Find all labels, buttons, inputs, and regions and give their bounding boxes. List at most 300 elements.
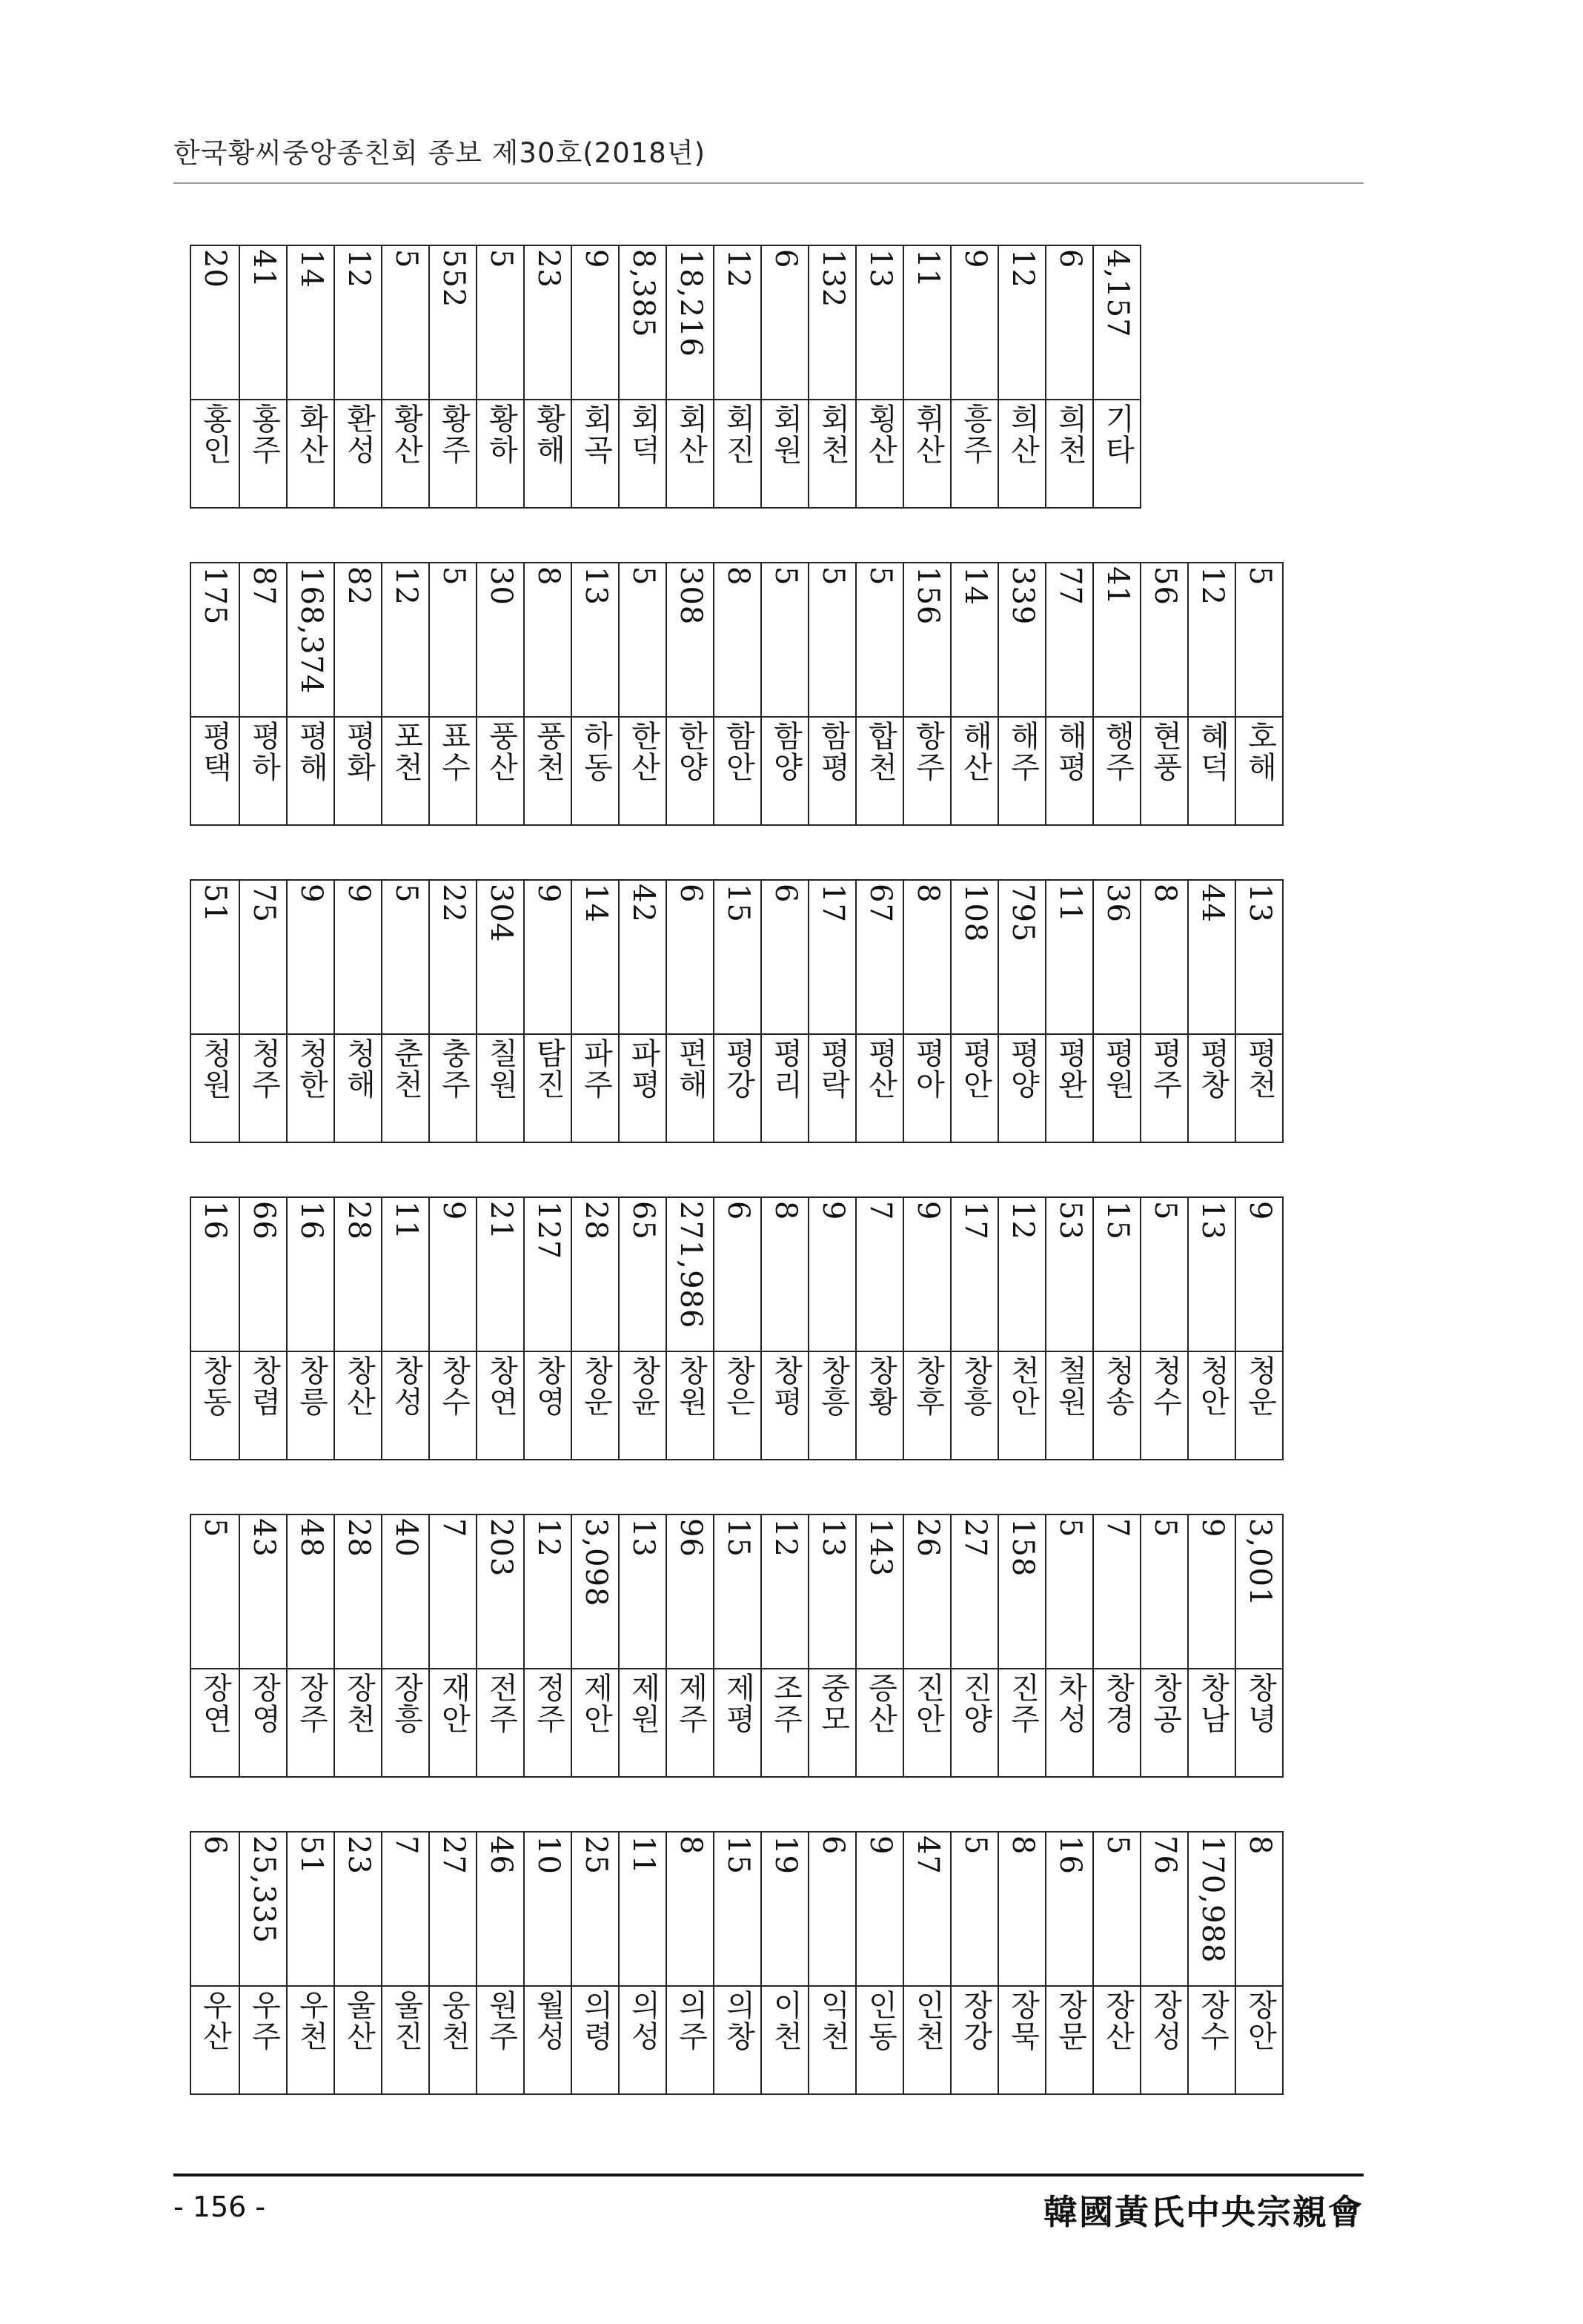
member-count: 9	[531, 884, 565, 904]
clan-origin-name: 장주	[294, 1672, 328, 1735]
clan-origin-name: 평락	[816, 1038, 850, 1100]
clan-origin-name: 정주	[531, 1672, 565, 1735]
clan-origin-name: 우천	[294, 1990, 328, 2052]
member-count: 9	[342, 884, 376, 904]
table-row	[1235, 1198, 1282, 1459]
table-row	[476, 1515, 523, 1776]
clan-origin-name: 창동	[198, 1355, 232, 1417]
member-count: 6	[769, 884, 803, 904]
clan-origin-name: 청해	[342, 1038, 376, 1100]
clan-origin-name: 이천	[769, 1990, 803, 2052]
clan-origin-name: 증산	[863, 1672, 897, 1735]
table-row	[523, 1198, 571, 1459]
member-count: 12	[721, 249, 755, 288]
member-count: 9	[294, 884, 328, 904]
member-count: 4,157	[1101, 249, 1135, 338]
table-row	[713, 563, 760, 824]
table-row	[523, 246, 571, 507]
clan-origin-name: 회곡	[579, 403, 613, 466]
clan-origin-name: 장안	[1243, 1990, 1277, 2052]
table-row	[855, 881, 903, 1142]
clan-origin-name: 항주	[911, 721, 945, 783]
table-row	[808, 1515, 855, 1776]
member-count: 3,001	[1243, 1518, 1277, 1607]
table-row	[1235, 1515, 1282, 1776]
clan-origin-name: 창원	[674, 1355, 708, 1417]
clan-origin-name: 평양	[1006, 1038, 1040, 1100]
member-count: 27	[437, 1835, 471, 1875]
table-row	[381, 563, 428, 824]
member-count: 8	[674, 1835, 708, 1855]
member-count: 12	[1195, 566, 1229, 606]
clan-origin-name: 황하	[484, 403, 518, 466]
table-row	[381, 246, 428, 507]
table-row	[1235, 881, 1282, 1142]
member-count: 5	[769, 566, 803, 586]
table-row	[1045, 1515, 1092, 1776]
table-row	[1092, 881, 1140, 1142]
member-count: 8	[531, 566, 565, 586]
table-row	[1235, 563, 1282, 824]
table-row	[333, 1833, 381, 2093]
member-count: 75	[247, 884, 281, 923]
table-row	[1187, 881, 1235, 1142]
table-row	[713, 246, 760, 507]
table-row	[760, 246, 808, 507]
member-count: 271,986	[674, 1201, 708, 1329]
clan-origin-name: 제주	[674, 1672, 708, 1735]
clan-origin-name: 평아	[911, 1038, 945, 1100]
clan-origin-name: 청한	[294, 1038, 328, 1100]
table-row	[903, 246, 950, 507]
member-count: 11	[1053, 884, 1087, 923]
member-count: 17	[958, 1201, 992, 1240]
table-row	[381, 1198, 428, 1459]
clan-origin-name: 혜덕	[1195, 721, 1229, 783]
member-count: 26	[911, 1518, 945, 1557]
table-row	[571, 246, 618, 507]
table-row	[333, 881, 381, 1142]
table-row	[286, 1198, 333, 1459]
member-count: 170,988	[1195, 1835, 1229, 1964]
member-count: 41	[247, 249, 281, 288]
clan-origin-name: 제평	[721, 1672, 755, 1735]
member-count: 5	[816, 566, 850, 586]
table-row	[950, 1198, 998, 1459]
clan-origin-name: 철원	[1053, 1355, 1087, 1417]
table-row	[998, 563, 1045, 824]
member-count: 143	[863, 1518, 897, 1578]
clan-count-table-6	[190, 1831, 1284, 2095]
table-row	[428, 246, 476, 507]
member-count: 11	[389, 1201, 423, 1240]
table-row	[998, 1198, 1045, 1459]
clan-origin-name: 청운	[1243, 1355, 1277, 1417]
clan-origin-name: 우주	[247, 1990, 281, 2052]
table-row	[191, 246, 239, 507]
member-count: 12	[389, 566, 423, 606]
member-count: 7	[437, 1518, 471, 1538]
table-row	[760, 1833, 808, 2093]
clan-count-table-5	[190, 1514, 1284, 1778]
clan-origin-name: 의주	[674, 1990, 708, 2052]
clan-origin-name: 전주	[484, 1672, 518, 1735]
member-count: 5	[1243, 566, 1277, 586]
clan-origin-name: 창성	[389, 1355, 423, 1417]
clan-origin-name: 장수	[1195, 1990, 1229, 2052]
member-count: 14	[958, 566, 992, 606]
member-count: 14	[579, 884, 613, 923]
member-count: 13	[816, 1518, 850, 1557]
table-row	[239, 1198, 286, 1459]
table-row	[428, 1833, 476, 2093]
table-row	[239, 563, 286, 824]
clan-origin-name: 한산	[626, 721, 660, 783]
member-count: 23	[531, 249, 565, 288]
clan-origin-name: 창공	[1148, 1672, 1182, 1735]
table-row	[903, 881, 950, 1142]
clan-origin-name: 월성	[531, 1990, 565, 2052]
clan-origin-name: 현풍	[1148, 721, 1182, 783]
table-row	[760, 881, 808, 1142]
member-count: 6	[816, 1835, 850, 1855]
clan-origin-name: 장흥	[389, 1672, 423, 1735]
table-row	[618, 881, 666, 1142]
member-count: 13	[579, 566, 613, 606]
clan-origin-name: 충주	[437, 1038, 471, 1100]
member-count: 27	[958, 1518, 992, 1557]
clan-origin-name: 창영	[531, 1355, 565, 1417]
member-count: 203	[484, 1518, 518, 1578]
clan-origin-name: 호해	[1243, 721, 1277, 783]
member-count: 28	[579, 1201, 613, 1240]
member-count: 42	[626, 884, 660, 923]
clan-origin-name: 평안	[958, 1038, 992, 1100]
member-count: 8,385	[626, 249, 660, 338]
table-row	[666, 1515, 713, 1776]
table-row	[855, 1198, 903, 1459]
clan-origin-name: 흥주	[958, 403, 992, 466]
clan-origin-name: 회덕	[626, 403, 660, 466]
member-count: 6	[1053, 249, 1087, 269]
member-count: 12	[1006, 1201, 1040, 1240]
table-row	[1187, 563, 1235, 824]
clan-origin-name: 제원	[626, 1672, 660, 1735]
clan-origin-name: 우산	[198, 1990, 232, 2052]
table-row	[903, 1515, 950, 1776]
clan-origin-name: 파주	[579, 1038, 613, 1100]
table-row	[191, 563, 239, 824]
clan-origin-name: 장문	[1053, 1990, 1087, 2052]
clan-origin-name: 창운	[579, 1355, 613, 1417]
member-count: 16	[198, 1201, 232, 1240]
member-count: 13	[1243, 884, 1277, 923]
clan-origin-name: 환성	[342, 403, 376, 466]
member-count: 28	[342, 1518, 376, 1557]
clan-origin-name: 창녕	[1243, 1672, 1277, 1735]
member-count: 5	[198, 1518, 232, 1538]
clan-origin-name: 휘산	[911, 403, 945, 466]
member-count: 65	[626, 1201, 660, 1240]
page-header-title: 한국황씨중앙종친회 종보 제30호(2018년)	[173, 137, 706, 169]
clan-origin-name: 의창	[721, 1990, 755, 2052]
table-row	[191, 1515, 239, 1776]
clan-origin-name: 장성	[1148, 1990, 1182, 2052]
clan-origin-name: 함평	[816, 721, 850, 783]
clan-origin-name: 조주	[769, 1672, 803, 1735]
clan-origin-name: 진주	[1006, 1672, 1040, 1735]
member-count: 23	[342, 1835, 376, 1875]
member-count: 132	[816, 249, 850, 308]
clan-origin-name: 풍산	[484, 721, 518, 783]
clan-origin-name: 진안	[911, 1672, 945, 1735]
table-row	[381, 881, 428, 1142]
clan-origin-name: 재안	[437, 1672, 471, 1735]
table-row	[950, 881, 998, 1142]
table-row	[618, 1198, 666, 1459]
clan-count-table-1	[190, 245, 1141, 509]
clan-origin-name: 장산	[1101, 1990, 1135, 2052]
member-count: 5	[484, 249, 518, 269]
table-row	[428, 563, 476, 824]
table-row	[1045, 1833, 1092, 2093]
table-row	[571, 881, 618, 1142]
member-count: 28	[342, 1201, 376, 1240]
table-row	[1140, 1515, 1187, 1776]
clan-origin-name: 평원	[1101, 1038, 1135, 1100]
table-row	[1187, 1515, 1235, 1776]
member-count: 67	[863, 884, 897, 923]
clan-origin-name: 창흥	[816, 1355, 850, 1417]
clan-origin-name: 해주	[1006, 721, 1040, 783]
table-row	[381, 1515, 428, 1776]
clan-origin-name: 함안	[721, 721, 755, 783]
table-row	[666, 246, 713, 507]
member-count: 9	[911, 1201, 945, 1221]
table-row	[666, 881, 713, 1142]
member-count: 9	[437, 1201, 471, 1221]
member-count: 18,216	[674, 249, 708, 357]
table-row	[855, 1515, 903, 1776]
table-row	[618, 1515, 666, 1776]
member-count: 10	[531, 1835, 565, 1875]
clan-count-table-3	[190, 879, 1284, 1143]
clan-origin-name: 회산	[674, 403, 708, 466]
member-count: 11	[911, 249, 945, 288]
member-count: 43	[247, 1518, 281, 1557]
table-row	[1235, 1833, 1282, 2093]
clan-origin-name: 평천	[1243, 1038, 1277, 1100]
member-count: 30	[484, 566, 518, 606]
clan-origin-name: 평산	[863, 1038, 897, 1100]
member-count: 9	[816, 1201, 850, 1221]
member-count: 5	[389, 249, 423, 269]
page-number: - 156 -	[173, 2191, 266, 2223]
member-count: 25,335	[247, 1835, 281, 1944]
table-row	[286, 1515, 333, 1776]
member-count: 8	[1148, 884, 1182, 904]
member-count: 48	[294, 1518, 328, 1557]
table-row	[523, 881, 571, 1142]
member-count: 15	[721, 884, 755, 923]
clan-origin-name: 합천	[863, 721, 897, 783]
clan-origin-name: 포천	[389, 721, 423, 783]
table-row	[1187, 1198, 1235, 1459]
table-row	[239, 1833, 286, 2093]
table-row	[286, 1833, 333, 2093]
table-row	[1092, 563, 1140, 824]
table-row	[808, 1198, 855, 1459]
member-count: 175	[198, 566, 232, 626]
clan-origin-name: 회천	[816, 403, 850, 466]
member-count: 56	[1148, 566, 1182, 606]
member-count: 36	[1101, 884, 1135, 923]
footer-divider	[173, 2174, 1364, 2176]
clan-origin-name: 장묵	[1006, 1990, 1040, 2052]
clan-origin-name: 해산	[958, 721, 992, 783]
member-count: 13	[1195, 1201, 1229, 1240]
member-count: 53	[1053, 1201, 1087, 1240]
clan-origin-name: 파평	[626, 1038, 660, 1100]
clan-origin-name: 창황	[863, 1355, 897, 1417]
clan-origin-name: 행주	[1101, 721, 1135, 783]
table-row	[428, 1515, 476, 1776]
member-count: 87	[247, 566, 281, 606]
table-row	[1140, 563, 1187, 824]
clan-origin-name: 인동	[863, 1990, 897, 2052]
clan-origin-name: 진양	[958, 1672, 992, 1735]
member-count: 552	[437, 249, 471, 308]
table-row	[1092, 1198, 1140, 1459]
table-row	[618, 246, 666, 507]
clan-origin-name: 차성	[1053, 1672, 1087, 1735]
table-row	[476, 881, 523, 1142]
member-count: 5	[1148, 1201, 1182, 1221]
member-count: 795	[1006, 884, 1040, 943]
table-row	[903, 563, 950, 824]
table-row	[428, 1198, 476, 1459]
table-row	[666, 1198, 713, 1459]
table-row	[1187, 1833, 1235, 2093]
member-count: 8	[721, 566, 755, 586]
member-count: 41	[1101, 566, 1135, 606]
member-count: 5	[1148, 1518, 1182, 1538]
clan-origin-name: 울진	[389, 1990, 423, 2052]
table-row	[713, 1198, 760, 1459]
table-row	[808, 1833, 855, 2093]
table-row	[476, 1198, 523, 1459]
member-count: 44	[1195, 884, 1229, 923]
member-count: 12	[342, 249, 376, 288]
clan-origin-name: 제안	[579, 1672, 613, 1735]
member-count: 7	[863, 1201, 897, 1221]
clan-origin-name: 울산	[342, 1990, 376, 2052]
clan-origin-name: 익천	[816, 1990, 850, 2052]
clan-origin-name: 창릉	[294, 1355, 328, 1417]
member-count: 13	[863, 249, 897, 288]
table-row	[760, 563, 808, 824]
table-row	[760, 1515, 808, 1776]
member-count: 304	[484, 884, 518, 943]
clan-origin-name: 횡산	[863, 403, 897, 466]
table-row	[191, 1198, 239, 1459]
member-count: 51	[294, 1835, 328, 1875]
member-count: 9	[1195, 1518, 1229, 1538]
member-count: 47	[911, 1835, 945, 1875]
clan-origin-name: 장천	[342, 1672, 376, 1735]
clan-origin-name: 기타	[1101, 403, 1135, 466]
clan-origin-name: 함양	[769, 721, 803, 783]
table-row	[523, 1833, 571, 2093]
clan-origin-name: 창렴	[247, 1355, 281, 1417]
table-row	[381, 1833, 428, 2093]
clan-origin-name: 회진	[721, 403, 755, 466]
member-count: 16	[294, 1201, 328, 1240]
table-row	[666, 1833, 713, 2093]
table-row	[950, 1515, 998, 1776]
member-count: 9	[1243, 1201, 1277, 1221]
member-count: 40	[389, 1518, 423, 1557]
table-row	[286, 881, 333, 1142]
table-row	[523, 1515, 571, 1776]
table-row	[760, 1198, 808, 1459]
member-count: 9	[958, 249, 992, 269]
clan-origin-name: 장영	[247, 1672, 281, 1735]
member-count: 3,098	[579, 1518, 613, 1607]
table-row	[903, 1833, 950, 2093]
member-count: 5	[863, 566, 897, 586]
clan-origin-name: 춘천	[389, 1038, 423, 1100]
clan-origin-name: 창연	[484, 1355, 518, 1417]
clan-origin-name: 창평	[769, 1355, 803, 1417]
clan-origin-name: 장강	[958, 1990, 992, 2052]
clan-origin-name: 황해	[531, 403, 565, 466]
member-count: 9	[579, 249, 613, 269]
member-count: 6	[721, 1201, 755, 1221]
member-count: 308	[674, 566, 708, 626]
clan-origin-name: 평주	[1148, 1038, 1182, 1100]
member-count: 22	[437, 884, 471, 923]
clan-origin-name: 하동	[579, 721, 613, 783]
clan-origin-name: 황산	[389, 403, 423, 466]
member-count: 19	[769, 1835, 803, 1875]
table-row	[808, 881, 855, 1142]
member-count: 14	[294, 249, 328, 288]
table-row	[239, 246, 286, 507]
table-row	[476, 246, 523, 507]
table-row	[666, 563, 713, 824]
clan-origin-name: 평택	[198, 721, 232, 783]
clan-origin-name: 원주	[484, 1990, 518, 2052]
table-row	[1092, 1833, 1140, 2093]
clan-origin-name: 해평	[1053, 721, 1087, 783]
member-count: 6	[198, 1835, 232, 1855]
clan-origin-name: 의성	[626, 1990, 660, 2052]
member-count: 8	[1243, 1835, 1277, 1855]
table-row	[1045, 563, 1092, 824]
clan-origin-name: 탐진	[531, 1038, 565, 1100]
member-count: 12	[769, 1518, 803, 1557]
member-count: 5	[437, 566, 471, 586]
member-count: 7	[1101, 1518, 1135, 1538]
table-row	[239, 1515, 286, 1776]
table-row	[855, 1833, 903, 2093]
clan-origin-name: 장연	[198, 1672, 232, 1735]
member-count: 9	[863, 1835, 897, 1855]
table-row	[950, 246, 998, 507]
table-row	[855, 563, 903, 824]
clan-origin-name: 웅천	[437, 1990, 471, 2052]
